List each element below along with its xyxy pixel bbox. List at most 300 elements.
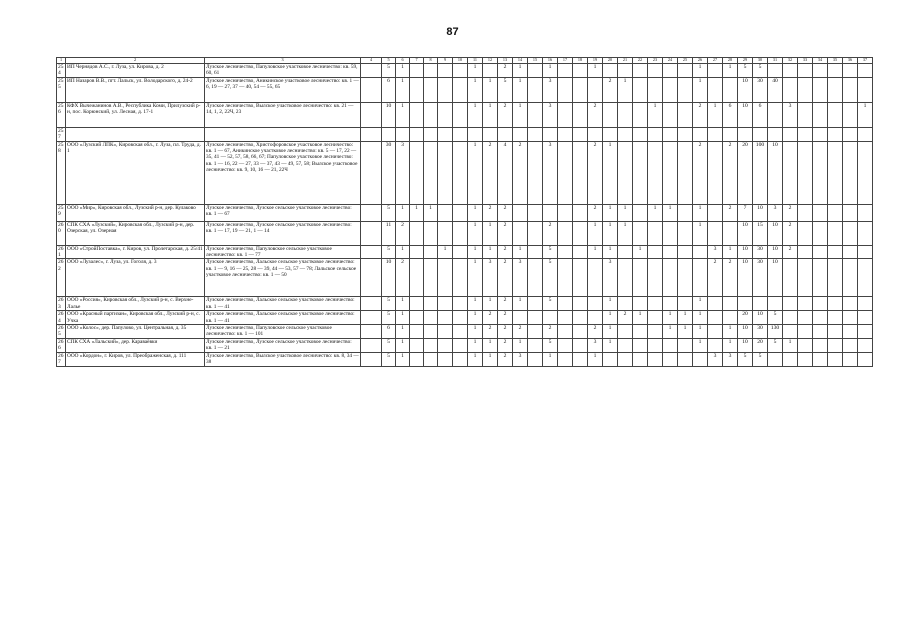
value-cell: 1 — [603, 141, 618, 204]
value-cell — [828, 77, 843, 102]
value-cell — [858, 204, 873, 221]
value-cell: 3 — [483, 259, 498, 297]
value-cell — [633, 64, 648, 78]
value-cell — [603, 352, 618, 366]
value-cell — [858, 127, 873, 141]
value-cell — [813, 64, 828, 78]
value-cell: 130 — [768, 325, 783, 339]
value-cell: 1 — [483, 352, 498, 366]
table-row — [57, 352, 873, 366]
value-cell: 1 — [483, 297, 498, 311]
value-cell — [693, 352, 708, 366]
value-cell — [798, 297, 813, 311]
value-cell — [858, 352, 873, 366]
value-cell — [843, 204, 858, 221]
value-cell: 1 — [603, 338, 618, 352]
value-cell — [588, 77, 603, 102]
value-cell — [361, 259, 382, 297]
value-cell — [382, 127, 396, 141]
value-cell — [618, 325, 633, 339]
value-cell: 1 — [693, 311, 708, 325]
organization-cell: ООО «Кордон», г. Киров, ул. Преображенская, д. 111 — [66, 352, 205, 366]
value-cell — [663, 259, 678, 297]
value-cell — [783, 127, 798, 141]
value-cell — [648, 127, 663, 141]
value-cell: 2 — [783, 221, 798, 245]
value-cell — [424, 297, 438, 311]
value-cell — [438, 204, 453, 221]
value-cell — [858, 141, 873, 204]
value-cell — [558, 352, 573, 366]
value-cell — [558, 221, 573, 245]
value-cell — [513, 204, 528, 221]
value-cell: 2 — [603, 77, 618, 102]
column-number: 35 — [828, 58, 843, 64]
value-cell — [453, 77, 468, 102]
row-number: 259 — [57, 204, 66, 221]
value-cell — [858, 325, 873, 339]
value-cell — [828, 141, 843, 204]
value-cell — [753, 127, 768, 141]
forestry-location-cell: Лузское лесничество, Папуловское участковое лесничество: кв. 59, 60, 61 — [205, 64, 361, 78]
value-cell: 1 — [396, 64, 410, 78]
value-cell — [528, 352, 543, 366]
value-cell — [361, 127, 382, 141]
value-cell — [633, 297, 648, 311]
value-cell: 10 — [738, 102, 753, 127]
value-cell — [573, 325, 588, 339]
column-number: 1 — [57, 58, 66, 64]
column-number: 17 — [558, 58, 573, 64]
value-cell — [648, 77, 663, 102]
value-cell: 2 — [783, 204, 798, 221]
value-cell — [424, 77, 438, 102]
value-cell — [438, 338, 453, 352]
value-cell — [573, 141, 588, 204]
value-cell — [798, 77, 813, 102]
forestry-location-cell: Лузское лесничество, Христофоровское участковое лесничество: кв. 1 — 67, Аникинское участковое лесничество: кв. 5 — 17, 22 — 35, 41 — 52, 57, 58, 66, 67; Папуловское участковое лесничество: кв. 1 — 16, 22 — 27, 33 — 37, 43 — 49, 57, 58; Вылское участковое лесничество: кв. 9, 10, 16 — 21, 22Ч — [205, 141, 361, 204]
value-cell: 1 — [723, 325, 738, 339]
row-number: 267 — [58, 352, 64, 366]
table-row — [57, 221, 873, 245]
value-cell: 10 — [738, 338, 753, 352]
value-cell — [410, 127, 424, 141]
forestry-location-cell: Лузское лесничество, Лузское сельское участковое лесничество: кв. 1 — 17, 19 — 21, 1 — 14 — [205, 221, 361, 245]
value-cell — [438, 297, 453, 311]
value-cell — [708, 204, 723, 221]
value-cell: 30 — [753, 259, 768, 297]
value-cell: 3 — [588, 338, 603, 352]
value-cell: 10 — [738, 325, 753, 339]
value-cell — [558, 77, 573, 102]
value-cell — [438, 259, 453, 297]
value-cell — [633, 259, 648, 297]
value-cell: 1 — [783, 338, 798, 352]
value-cell: 5 — [382, 64, 396, 78]
value-cell: 2 — [483, 141, 498, 204]
value-cell — [410, 141, 424, 204]
value-cell: 2 — [588, 141, 603, 204]
value-cell — [798, 64, 813, 78]
value-cell — [618, 259, 633, 297]
value-cell — [783, 352, 798, 366]
organization-cell — [66, 127, 205, 141]
column-number: 31 — [768, 58, 783, 64]
value-cell — [648, 221, 663, 245]
value-cell: 5 — [543, 245, 558, 259]
organization-cell: КФХ Вычежанинов А.В., Республика Коми, Прилузский р-н, пос. Корюнский, ул. Лесная, д. 17-1 — [66, 102, 205, 127]
value-cell: 5 — [738, 352, 753, 366]
value-cell — [438, 325, 453, 339]
value-cell — [468, 127, 483, 141]
value-cell — [410, 77, 424, 102]
value-cell: 30 — [753, 325, 768, 339]
value-cell — [678, 297, 693, 311]
value-cell — [828, 221, 843, 245]
value-cell — [783, 259, 798, 297]
value-cell — [618, 352, 633, 366]
value-cell: 2 — [498, 102, 513, 127]
value-cell: 1 — [693, 221, 708, 245]
row-number: 257 — [58, 127, 64, 141]
value-cell — [438, 311, 453, 325]
value-cell — [648, 245, 663, 259]
column-number: 24 — [663, 58, 678, 64]
value-cell: 10 — [768, 221, 783, 245]
value-cell — [708, 338, 723, 352]
page-number: 87 — [446, 26, 459, 38]
value-cell — [573, 102, 588, 127]
column-number: 30 — [753, 58, 768, 64]
value-cell — [783, 141, 798, 204]
value-cell — [410, 338, 424, 352]
value-cell: 1 — [588, 64, 603, 78]
value-cell — [573, 77, 588, 102]
value-cell — [783, 297, 798, 311]
value-cell: 2 — [498, 221, 513, 245]
value-cell: 1 — [543, 352, 558, 366]
value-cell — [678, 141, 693, 204]
value-cell — [573, 352, 588, 366]
row-number: 264 — [58, 311, 64, 324]
value-cell: 2 — [483, 204, 498, 221]
value-cell — [558, 204, 573, 221]
value-cell — [843, 245, 858, 259]
value-cell: 3 — [708, 352, 723, 366]
value-cell — [798, 221, 813, 245]
value-cell: 5 — [382, 311, 396, 325]
value-cell — [798, 127, 813, 141]
value-cell — [453, 311, 468, 325]
value-cell: 1 — [678, 325, 693, 339]
value-cell — [528, 102, 543, 127]
value-cell — [618, 338, 633, 352]
value-cell: 1 — [723, 245, 738, 259]
column-number: 2 — [66, 58, 205, 64]
value-cell: 3 — [543, 77, 558, 102]
value-cell: 1 — [693, 297, 708, 311]
row-number: 263 — [58, 297, 64, 310]
value-cell — [424, 221, 438, 245]
value-cell — [453, 245, 468, 259]
value-cell: 10 — [768, 141, 783, 204]
value-cell — [453, 141, 468, 204]
value-cell — [453, 221, 468, 245]
value-cell — [783, 77, 798, 102]
row-number: 265 — [58, 325, 64, 338]
value-cell — [588, 127, 603, 141]
column-number: 3 — [205, 58, 361, 64]
value-cell — [843, 325, 858, 339]
value-cell — [678, 64, 693, 78]
column-number: 32 — [783, 58, 798, 64]
value-cell: 1 — [468, 221, 483, 245]
value-cell — [723, 127, 738, 141]
value-cell — [843, 297, 858, 311]
value-cell: 1 — [483, 245, 498, 259]
value-cell: 1 — [603, 245, 618, 259]
value-cell — [813, 297, 828, 311]
value-cell — [663, 297, 678, 311]
value-cell: 1 — [603, 325, 618, 339]
value-cell — [828, 297, 843, 311]
value-cell: 6 — [382, 77, 396, 102]
value-cell — [753, 297, 768, 311]
value-cell — [663, 77, 678, 102]
value-cell — [528, 297, 543, 311]
value-cell: 1 — [513, 338, 528, 352]
value-cell: 1 — [468, 64, 483, 78]
value-cell: 40 — [768, 77, 783, 102]
value-cell: 1 — [410, 204, 424, 221]
column-number: 18 — [573, 58, 588, 64]
value-cell: 2 — [588, 325, 603, 339]
table-row — [57, 245, 873, 259]
value-cell: 10 — [382, 259, 396, 297]
value-cell — [813, 259, 828, 297]
value-cell: 2 — [543, 325, 558, 339]
value-cell: 1 — [513, 102, 528, 127]
value-cell: 30 — [753, 245, 768, 259]
column-number: 15 — [528, 58, 543, 64]
value-cell — [708, 77, 723, 102]
value-cell — [858, 77, 873, 102]
value-cell — [633, 141, 648, 204]
value-cell — [663, 245, 678, 259]
table-row — [57, 204, 873, 221]
value-cell: 3 — [543, 102, 558, 127]
value-cell: 5 — [382, 338, 396, 352]
value-cell: 100 — [753, 141, 768, 204]
value-cell: 1 — [483, 338, 498, 352]
value-cell: 10 — [382, 102, 396, 127]
value-cell — [528, 221, 543, 245]
value-cell: 1 — [603, 297, 618, 311]
value-cell: 1 — [633, 245, 648, 259]
value-cell — [573, 297, 588, 311]
value-cell: 1 — [618, 77, 633, 102]
value-cell — [453, 204, 468, 221]
organization-cell: ИП Назаров В.В., пгт. Лальск, ул. Володарского, д. 24-2 — [66, 77, 205, 102]
value-cell — [361, 245, 382, 259]
column-number: 7 — [410, 58, 424, 64]
value-cell — [361, 204, 382, 221]
value-cell — [528, 311, 543, 325]
value-cell — [410, 221, 424, 245]
value-cell — [648, 64, 663, 78]
value-cell: 2 — [498, 352, 513, 366]
value-cell — [678, 102, 693, 127]
value-cell — [798, 204, 813, 221]
value-cell: 1 — [468, 338, 483, 352]
value-cell: 3 — [543, 141, 558, 204]
value-cell — [768, 297, 783, 311]
value-cell — [410, 311, 424, 325]
value-cell: 1 — [663, 204, 678, 221]
value-cell — [813, 204, 828, 221]
value-cell — [798, 325, 813, 339]
value-cell — [633, 325, 648, 339]
value-cell — [663, 102, 678, 127]
value-cell: 5 — [543, 338, 558, 352]
forestry-location-cell: Лузское лесничество, Лузское сельское участковое лесничество: кв. 1 — 67 — [205, 204, 361, 221]
value-cell — [633, 352, 648, 366]
column-number: 8 — [424, 58, 438, 64]
value-cell — [648, 259, 663, 297]
value-cell — [618, 102, 633, 127]
column-number: 28 — [723, 58, 738, 64]
value-cell — [618, 127, 633, 141]
value-cell — [453, 102, 468, 127]
value-cell — [708, 221, 723, 245]
organization-cell: СПК СХА «Лальский», дер. Караваёвки — [66, 338, 205, 352]
value-cell: 1 — [468, 259, 483, 297]
value-cell — [858, 245, 873, 259]
value-cell — [573, 245, 588, 259]
value-cell — [558, 64, 573, 78]
value-cell — [361, 325, 382, 339]
value-cell — [738, 297, 753, 311]
row-number: 255 — [57, 77, 66, 102]
value-cell — [633, 221, 648, 245]
value-cell — [528, 259, 543, 297]
value-cell: 1 — [483, 221, 498, 245]
value-cell: 2 — [498, 204, 513, 221]
value-cell: 7 — [738, 204, 753, 221]
value-cell — [543, 204, 558, 221]
value-cell: 1 — [483, 102, 498, 127]
value-cell — [528, 141, 543, 204]
value-cell — [558, 259, 573, 297]
value-cell: 5 — [543, 297, 558, 311]
value-cell — [361, 352, 382, 366]
value-cell — [843, 338, 858, 352]
value-cell — [573, 127, 588, 141]
value-cell: 1 — [396, 245, 410, 259]
value-cell — [361, 141, 382, 204]
value-cell — [361, 297, 382, 311]
value-cell — [528, 245, 543, 259]
table-row — [57, 311, 873, 325]
value-cell — [424, 64, 438, 78]
value-cell — [663, 221, 678, 245]
forestry-location-cell: Лузское лесничество, Лальское сельское участковое лесничество: кв. 1 — 41 — [205, 297, 361, 311]
value-cell: 3 — [396, 141, 410, 204]
value-cell: 30 — [382, 141, 396, 204]
column-number: 26 — [693, 58, 708, 64]
value-cell: 2 — [693, 141, 708, 204]
value-cell — [828, 245, 843, 259]
value-cell: 1 — [693, 77, 708, 102]
value-cell — [798, 259, 813, 297]
value-cell: 5 — [498, 77, 513, 102]
value-cell — [858, 297, 873, 311]
value-cell — [708, 325, 723, 339]
value-cell: 15 — [753, 221, 768, 245]
value-cell: 4 — [498, 141, 513, 204]
row-number: 261 — [58, 245, 64, 259]
value-cell — [693, 259, 708, 297]
forestry-location-cell: Лузское лесничество, Вылское участковое лесничество: кв. 21 — 14, 1, 2, 22Ч, 23 — [205, 102, 361, 127]
value-cell — [453, 338, 468, 352]
column-number: 36 — [843, 58, 858, 64]
value-cell — [410, 259, 424, 297]
column-number: 25 — [678, 58, 693, 64]
value-cell — [424, 352, 438, 366]
table-row — [57, 259, 873, 297]
value-cell: 30 — [753, 77, 768, 102]
value-cell — [678, 338, 693, 352]
value-cell — [843, 77, 858, 102]
value-cell: 1 — [468, 102, 483, 127]
value-cell: 1 — [396, 311, 410, 325]
value-cell — [843, 221, 858, 245]
value-cell — [498, 127, 513, 141]
value-cell — [528, 64, 543, 78]
value-cell: 3 — [708, 245, 723, 259]
value-cell — [693, 127, 708, 141]
value-cell — [453, 64, 468, 78]
value-cell — [828, 64, 843, 78]
value-cell: 1 — [603, 311, 618, 325]
value-cell: 2 — [723, 259, 738, 297]
value-cell — [798, 338, 813, 352]
value-cell: 2 — [498, 64, 513, 78]
value-cell: 1 — [396, 338, 410, 352]
value-cell — [513, 127, 528, 141]
table-row — [57, 102, 873, 127]
forestry-location-cell: Лузское лесничество, Папуловское сельское участковое лесничество: кв. 1 — 101 — [205, 325, 361, 339]
forestry-location-cell — [205, 127, 361, 141]
value-cell: 2 — [723, 204, 738, 221]
value-cell: 6 — [382, 325, 396, 339]
value-cell — [828, 102, 843, 127]
value-cell — [678, 259, 693, 297]
value-cell — [648, 338, 663, 352]
value-cell — [858, 221, 873, 245]
value-cell: 20 — [738, 141, 753, 204]
value-cell: 1 — [588, 352, 603, 366]
value-cell: 2 — [618, 311, 633, 325]
value-cell — [843, 259, 858, 297]
value-cell: 1 — [588, 221, 603, 245]
value-cell — [558, 127, 573, 141]
value-cell — [588, 311, 603, 325]
organization-cell: ООО «Лузский ЛПК», Кировская обл., г. Луза, пл. Труда, д. 1 — [66, 141, 205, 204]
value-cell — [453, 352, 468, 366]
value-cell — [453, 297, 468, 311]
value-cell: 1 — [693, 325, 708, 339]
